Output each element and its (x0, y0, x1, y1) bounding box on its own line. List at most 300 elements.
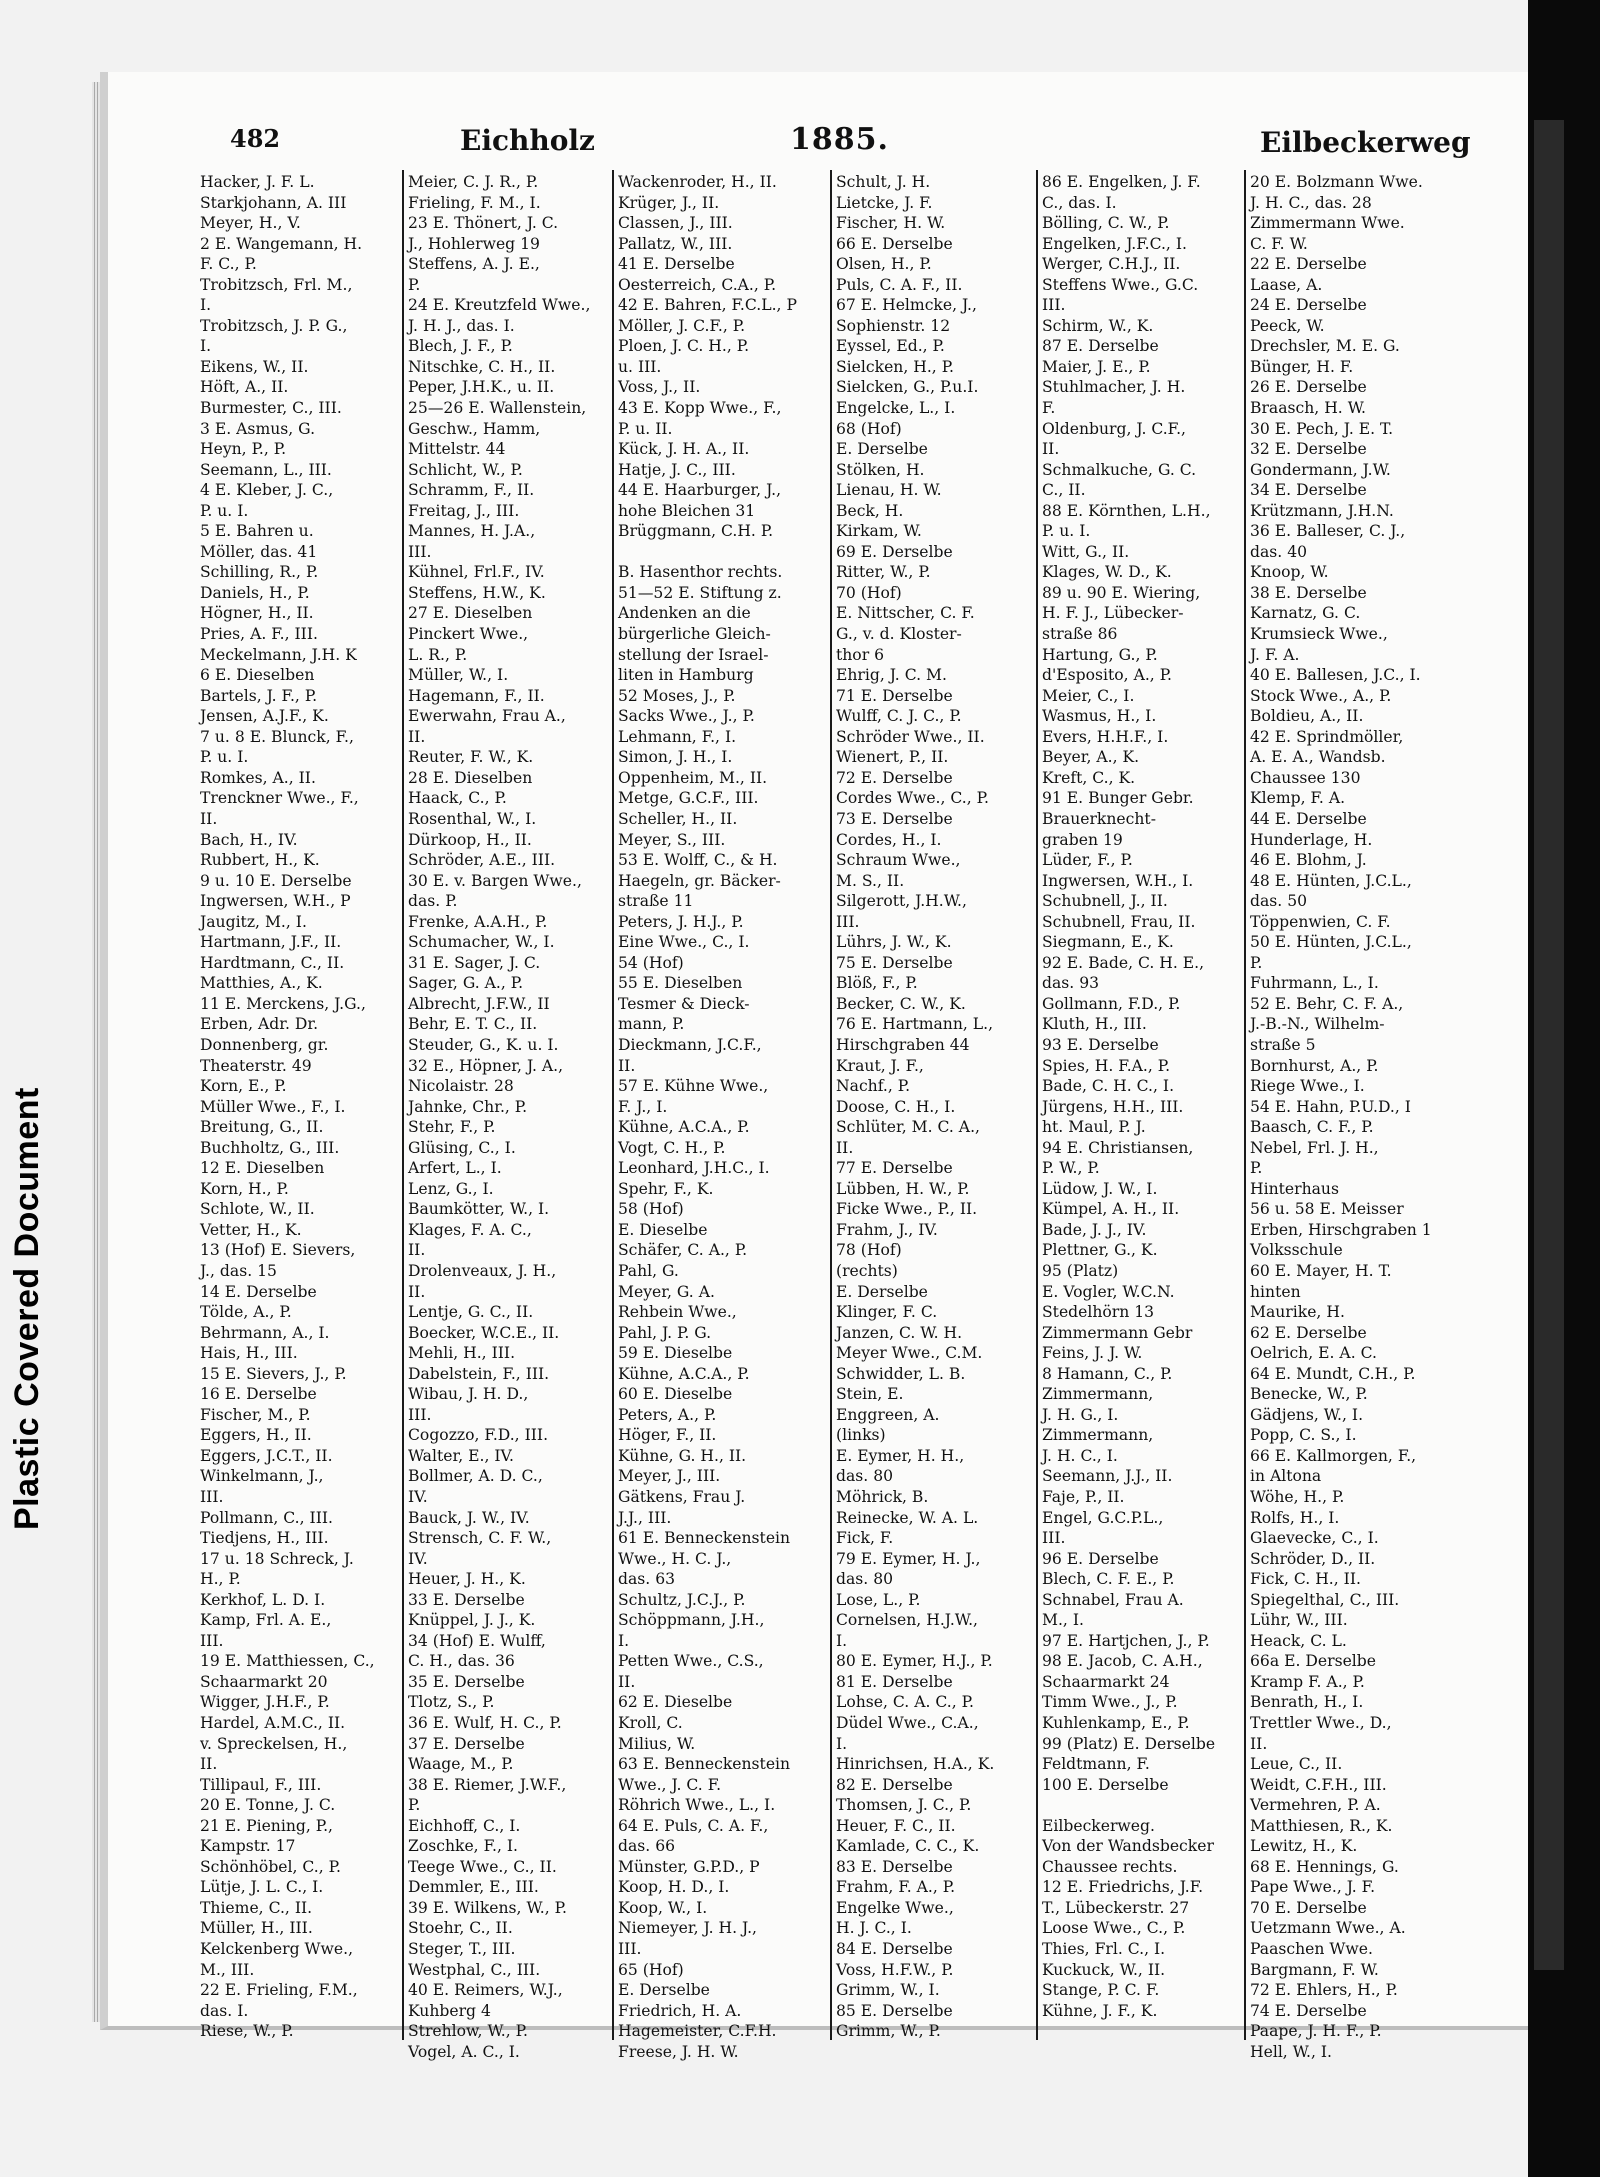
directory-entry-line: 68 E. Hennings, G. (1250, 1857, 1399, 1876)
directory-entry-line: Reuter, F. W., K. (408, 748, 534, 767)
directory-entry-line: 44 E. Haarburger, J., (618, 481, 782, 500)
directory-entry-line: graben 19 (1042, 830, 1123, 849)
directory-entry-line: Geschw., Hamm, (408, 419, 541, 438)
directory-entry-line: Ehrig, J. C. M. (836, 666, 947, 685)
directory-entry-line: Plettner, G., K. (1042, 1241, 1158, 1260)
directory-entry-line: Hartung, G., P. (1042, 645, 1158, 664)
directory-entry-line: Wackenroder, H., II. (618, 173, 777, 191)
directory-entry-line: II. (618, 1672, 636, 1691)
directory-entry-line: Lüdow, J. W., I. (1042, 1179, 1158, 1198)
directory-entry-line: III. (1042, 296, 1066, 315)
directory-entry-line: Waage, M., P. (408, 1755, 514, 1774)
directory-entry-line: Brüggmann, C.H. P. (618, 522, 774, 541)
directory-entry-line: Nebel, Frl. J. H., (1250, 1138, 1379, 1157)
directory-entry-line: Nicolaistr. 28 (408, 1077, 514, 1096)
directory-entry-line: Kroll, C. (618, 1714, 683, 1733)
directory-entry-line: Stölken, H. (836, 460, 925, 479)
directory-entry-line: 71 E. Derselbe (836, 686, 953, 705)
directory-entry-line: Puls, C. A. F., II. (836, 275, 963, 294)
directory-entry-line: J. H. G., I. (1042, 1405, 1119, 1424)
directory-entry-line: 78 (Hof) (836, 1241, 902, 1260)
directory-entry-line: Oesterreich, C.A., P. (618, 275, 777, 294)
directory-entry-line: Lehmann, F., I. (618, 727, 737, 746)
directory-entry-line: Janzen, C. W. H. (836, 1323, 963, 1342)
directory-entry-line: Krützmann, J.H.N. (1250, 501, 1394, 520)
directory-entry-line: Ingwersen, W.H., P (200, 892, 351, 911)
directory-entry-line: E. Derselbe (836, 1282, 928, 1301)
page-header (130, 118, 1570, 162)
directory-entry-line: Baasch, C. F., P. (1250, 1118, 1374, 1137)
directory-entry-line: Bauck, J. W., IV. (408, 1508, 530, 1527)
directory-entry-line: 52 Moses, J., P. (618, 686, 736, 705)
directory-entry-line: Steffens, A. J. E., (408, 255, 540, 274)
directory-entry-line: Cordes, H., I. (836, 830, 942, 849)
directory-entry-line: Vermehren, P. A. (1250, 1796, 1381, 1815)
scanner-border (1528, 0, 1600, 2177)
directory-entry-line: Ritter, W., P. (836, 563, 931, 582)
address-column-3 (618, 172, 828, 2061)
directory-entry-line: Ficke Wwe., P., II. (836, 1200, 978, 1219)
directory-entry-line: Strehlow, W., P. (408, 2022, 528, 2041)
directory-entry-line: Bollmer, A. D. C., (408, 1467, 543, 1486)
directory-entry-line: I. (836, 1631, 848, 1650)
directory-entry-line: F. J., I. (618, 1097, 668, 1116)
directory-entry-line: Töppenwien, C. F. (1250, 912, 1391, 931)
directory-entry-line: Hacker, J. F. L. (200, 173, 315, 191)
directory-entry-line: Stange, P. C. F. (1042, 1981, 1160, 2000)
directory-entry-line: Lütje, J. L. C., I. (200, 1878, 324, 1897)
directory-entry-line: Lentje, G. C., II. (408, 1303, 534, 1322)
directory-entry-line: II. (1042, 440, 1060, 459)
directory-entry-line: 73 E. Derselbe (836, 809, 953, 828)
directory-entry-line: Beck, H. (836, 501, 904, 520)
directory-entry-line: 24 E. Kreutzfeld Wwe., (408, 296, 591, 315)
directory-entry-line: Tillipaul, F., III. (200, 1775, 322, 1794)
directory-entry-line: III. (1042, 1529, 1066, 1548)
directory-entry-line: J.-B.-N., Wilhelm- (1250, 1015, 1385, 1034)
directory-entry-line: 66 E. Derselbe (836, 234, 953, 253)
directory-entry-line: C., das. I. (1042, 193, 1117, 212)
directory-entry-line: straße 86 (1042, 625, 1118, 644)
directory-entry-line: 30 E. v. Bargen Wwe., (408, 871, 582, 890)
directory-entry-line: Lose, L., P. (836, 1590, 921, 1609)
directory-entry-line: Schröder, D., II. (1250, 1549, 1376, 1568)
directory-entry-line: Spehr, F., K. (618, 1179, 714, 1198)
directory-entry-line: Donnenberg, gr. (200, 1035, 329, 1054)
directory-entry-line: P. (408, 275, 421, 294)
directory-entry-line: Kerkhof, L. D. I. (200, 1590, 326, 1609)
directory-entry-line: 93 E. Derselbe (1042, 1035, 1159, 1054)
directory-entry-line: Wwe., H. C. J., (618, 1549, 732, 1568)
directory-entry-line: Dabelstein, F., III. (408, 1364, 550, 1383)
directory-entry-line: P. u. II. (618, 419, 673, 438)
directory-entry-line: Lüder, F., P. (1042, 851, 1133, 870)
directory-entry-line: Wasmus, H., I. (1042, 707, 1157, 726)
directory-entry-line: Engel, G.C.P.L., (1042, 1508, 1164, 1527)
directory-entry-line: Boldieu, A., II. (1250, 707, 1364, 726)
directory-entry-line: Sielcken, G., P.u.I. (836, 378, 979, 397)
directory-entry-line: F. (1042, 399, 1056, 418)
directory-entry-line: mann, P. (618, 1015, 685, 1034)
address-column-6 (1250, 172, 1460, 2061)
directory-entry-line: II. (200, 1755, 218, 1774)
directory-entry-line: 95 (Platz) (1042, 1261, 1119, 1280)
directory-entry-line: Meyer, G. A. (618, 1282, 715, 1301)
directory-entry-line: Drechsler, M. E. G. (1250, 337, 1400, 356)
directory-entry-line: Hell, W., I. (1250, 2042, 1333, 2061)
directory-entry-line: Enggreen, A. (836, 1405, 940, 1424)
directory-entry-line: IV. (408, 1549, 428, 1568)
directory-entry-line: 99 (Platz) E. Derselbe (1042, 1734, 1216, 1753)
directory-entry-line: Feldtmann, F. (1042, 1755, 1150, 1774)
directory-entry-line: Glaevecke, C., I. (1250, 1529, 1379, 1548)
directory-entry-line: Breitung, G., II. (200, 1118, 324, 1137)
directory-entry-line: Kelckenberg Wwe., (200, 1940, 354, 1959)
directory-entry-line: Korn, H., P. (200, 1179, 289, 1198)
directory-entry-line: 40 E. Ballesen, J.C., I. (1250, 666, 1421, 685)
directory-entry-line: Jahnke, Chr., P. (408, 1097, 528, 1116)
directory-entry-line: Heuer, J. H., K. (408, 1570, 526, 1589)
directory-entry-line: (rechts) (836, 1261, 898, 1280)
directory-entry-line: Lienau, H. W. (836, 481, 942, 500)
directory-entry-line: Benecke, W., P. (1250, 1385, 1368, 1404)
directory-entry-line: 20 E. Tonne, J. C. (200, 1796, 336, 1815)
directory-entry-line: H. F. J., Lübecker- (1042, 604, 1184, 623)
directory-entry-line: Müller, W., I. (408, 666, 509, 685)
directory-entry-line: Hinterhaus (1250, 1179, 1339, 1198)
directory-entry-line: C. F. W. (1250, 234, 1308, 253)
directory-entry-line: M., III. (200, 1960, 255, 1979)
directory-entry-line: Heyn, P., P. (200, 440, 287, 459)
directory-entry-line: Laase, A. (1250, 275, 1323, 294)
directory-entry-line: P. u. I. (200, 501, 249, 520)
directory-entry-line: Schult, J. H. (836, 173, 931, 191)
directory-entry-line: 64 E. Mundt, C.H., P. (1250, 1364, 1416, 1383)
directory-entry-line: Silgerott, J.H.W., (836, 892, 967, 911)
directory-entry-line: Sager, G. A., P. (408, 974, 524, 993)
directory-entry-line: 8 Hamann, C., P. (1042, 1364, 1173, 1383)
directory-entry-line: 81 E. Derselbe (836, 1672, 953, 1691)
directory-entry-line: Tölde, A., P. (200, 1303, 292, 1322)
directory-entry-line: Kück, J. H. A., II. (618, 440, 750, 459)
directory-entry-line: Dieckmann, J.C.F., (618, 1035, 762, 1054)
directory-entry-line: Frahm, F. A., P. (836, 1878, 956, 1897)
directory-entry-line: Haegeln, gr. Bäcker- (618, 871, 781, 890)
directory-entry-line: Hagemeister, C.F.H. (618, 2022, 777, 2041)
directory-entry-line: Peeck, W. (1250, 316, 1325, 335)
directory-entry-line: Riese, W., P. (200, 2022, 294, 2041)
directory-entry-line: 58 (Hof) (618, 1200, 684, 1219)
directory-entry-line: Kühne, A.C.A., P. (618, 1118, 750, 1137)
directory-entry-line: Paaschen Wwe. (1250, 1940, 1373, 1959)
directory-entry-line: Schirm, W., K. (1042, 316, 1154, 335)
directory-entry-line: Frenke, A.A.H., P. (408, 912, 548, 931)
directory-entry-line: Erben, Adr. Dr. (200, 1015, 319, 1034)
directory-entry-line: Schaarmarkt 24 (1042, 1672, 1170, 1691)
directory-entry-line: Buchholtz, G., III. (200, 1138, 340, 1157)
directory-entry-line: thor 6 (836, 645, 885, 664)
directory-entry-line: Ewerwahn, Frau A., (408, 707, 566, 726)
directory-entry-line: 80 E. Eymer, H.J., P. (836, 1652, 993, 1671)
directory-entry-line: 72 E. Ehlers, H., P. (1250, 1981, 1398, 2000)
directory-entry-line: Gätkens, Frau J. (618, 1488, 746, 1506)
directory-entry-line: II. (408, 1282, 426, 1301)
directory-entry-line: Uetzmann Wwe., A. (1250, 1919, 1406, 1938)
directory-entry-line: Zimmermann Gebr (1042, 1323, 1193, 1342)
directory-entry-line: Loose Wwe., C., P. (1042, 1919, 1186, 1938)
directory-entry-line: Schubnell, Frau, II. (1042, 912, 1196, 931)
directory-entry-line: Feins, J. J. W. (1042, 1344, 1143, 1363)
directory-entry-line: F. C., P. (200, 255, 257, 274)
directory-entry-line: Behrmann, A., I. (200, 1323, 330, 1342)
directory-entry-line: Trobitzsch, Frl. M., (200, 275, 353, 294)
directory-entry-line: Kraut, J. F., (836, 1056, 924, 1075)
directory-entry-line: 94 E. Christiansen, (1042, 1138, 1194, 1157)
directory-entry-line: M. S., II. (836, 871, 905, 890)
directory-entry-line: Simon, J. H., I. (618, 748, 733, 767)
directory-entry-line: Faje, P., II. (1042, 1488, 1125, 1506)
directory-entry-line: 91 E. Bunger Gebr. (1042, 789, 1194, 808)
directory-entry-line: Arfert, L., I. (408, 1159, 502, 1178)
directory-entry-line: 70 (Hof) (836, 583, 902, 602)
directory-entry-line: Schlicht, W., P. (408, 460, 523, 479)
directory-entry-line: II. (408, 1241, 426, 1260)
directory-entry-line: Hagemann, F., II. (408, 686, 545, 705)
directory-entry-line: Demmler, E., III. (408, 1878, 539, 1897)
directory-entry-line: 54 E. Hahn, P.U.D., I (1250, 1097, 1411, 1116)
directory-entry-line: Albrecht, J.F.W., II (408, 994, 550, 1013)
directory-entry-line: 11 E. Merckens, J.G., (200, 994, 366, 1013)
directory-entry-line: Frahm, J., IV. (836, 1220, 938, 1239)
directory-entry-line: Vetter, H., K. (200, 1220, 302, 1239)
directory-entry-line: 32 E. Derselbe (1250, 440, 1367, 459)
directory-entry-line: 15 E. Sievers, J., P. (200, 1364, 347, 1383)
directory-entry-line: C., II. (1042, 481, 1086, 500)
directory-entry-line: 26 E. Derselbe (1250, 378, 1367, 397)
directory-entry-line: Jürgens, H.H., III. (1042, 1097, 1184, 1116)
directory-entry-line: Weidt, C.F.H., III. (1250, 1775, 1387, 1794)
directory-entry-line: Niemeyer, J. H. J., (618, 1919, 757, 1938)
directory-entry-line: Kluth, H., III. (1042, 1015, 1147, 1034)
directory-entry-line: Meckelmann, J.H. K (200, 645, 357, 664)
directory-entry-line: I. (618, 1631, 630, 1650)
directory-entry-line: Steger, T., III. (408, 1940, 516, 1959)
directory-entry-line: 57 E. Kühne Wwe., (618, 1077, 769, 1096)
directory-entry-line: Hatje, J. C., III. (618, 460, 736, 479)
street-heading-left: Eichholz (460, 124, 595, 157)
directory-entry-line: Schröder Wwe., II. (836, 727, 985, 746)
address-column-2 (408, 172, 618, 2061)
directory-entry-line: Pahl, J. P. G. (618, 1323, 712, 1342)
directory-entry-line: 51—52 E. Stiftung z. (618, 583, 782, 602)
directory-entry-line: Müller Wwe., F., I. (200, 1097, 346, 1116)
directory-entry-line: 12 E. Dieselben (200, 1159, 325, 1178)
directory-entry-line: Steffens, H.W., K. (408, 583, 546, 602)
directory-entry-line: Ingwersen, W.H., I. (1042, 871, 1194, 890)
directory-entry-line: Eggers, H., II. (200, 1426, 312, 1445)
directory-entry-line: Klages, W. D., K. (1042, 563, 1172, 582)
directory-entry-line: 37 E. Derselbe (408, 1734, 525, 1753)
directory-entry-line: Blech, J. F., P. (408, 337, 513, 356)
directory-entry-line: Benrath, H., I. (1250, 1693, 1364, 1712)
directory-entry-line: L. R., P. (408, 645, 468, 664)
directory-entry-line: Meier, C. J. R., P. (408, 173, 539, 191)
directory-entry-line: Koop, H. D., I. (618, 1878, 730, 1897)
directory-entry-line: Kuhberg 4 (408, 2001, 491, 2020)
directory-entry-line: Heuer, F. C., II. (836, 1816, 956, 1835)
directory-entry-line: Starkjohann, A. III (200, 193, 347, 212)
directory-entry-line: II. (836, 1138, 854, 1157)
directory-entry-line: H., P. (200, 1570, 241, 1589)
directory-entry-line: Petten Wwe., C.S., (618, 1652, 764, 1671)
directory-entry-line: Schraum Wwe., (836, 851, 961, 870)
directory-entry-line: Schilling, R., P. (200, 563, 319, 582)
directory-entry-line: II. (1250, 1734, 1268, 1753)
directory-entry-line: 9 u. 10 E. Derselbe (200, 871, 352, 890)
directory-entry-line: Stein, E. (836, 1385, 904, 1404)
directory-entry-line: Lübben, H. W., P. (836, 1179, 970, 1198)
directory-entry-line: C. H., das. 36 (408, 1652, 515, 1671)
directory-entry-line: Haack, C., P. (408, 789, 507, 808)
directory-entry-line: 88 E. Körnthen, L.H., (1042, 501, 1211, 520)
directory-entry-line: 67 E. Helmcke, J., (836, 296, 977, 315)
directory-entry-line: Möller, das. 41 (200, 542, 318, 561)
directory-entry-line: 31 E. Sager, J. C. (408, 953, 541, 972)
directory-entry-line: Rubbert, H., K. (200, 851, 320, 870)
directory-entry-line: I. (200, 296, 212, 315)
directory-entry-line: 7 u. 8 E. Blunck, F., (200, 727, 354, 746)
street-heading-right: Eilbeckerweg (1260, 126, 1471, 159)
directory-entry-line: Bünger, H. F. (1250, 357, 1354, 376)
directory-entry-line: Kampstr. 17 (200, 1837, 296, 1856)
directory-entry-line: 14 E. Derselbe (200, 1282, 317, 1301)
directory-entry-line: Mehli, H., III. (408, 1344, 516, 1363)
directory-entry-line: 60 E. Mayer, H. T. (1250, 1261, 1392, 1280)
directory-entry-line: Frieling, F. M., I. (408, 193, 541, 212)
directory-entry-line: Oldenburg, J. C.F., (1042, 419, 1186, 438)
directory-entry-line: 23 E. Thönert, J. C. (408, 214, 559, 233)
directory-entry-line: Peters, A., P. (618, 1405, 717, 1424)
directory-entry-line: Schaarmarkt 20 (200, 1672, 328, 1691)
directory-entry-line: Möhrick, B. (836, 1488, 929, 1506)
directory-entry-line: 65 (Hof) (618, 1960, 684, 1979)
directory-entry-line: III. (618, 1940, 642, 1959)
directory-entry-line: 86 E. Engelken, J. F. (1042, 173, 1201, 191)
directory-entry-line: Ploen, J. C. H., P. (618, 337, 750, 356)
directory-entry-line: Seemann, L., III. (200, 460, 332, 479)
directory-entry-line: E. Vogler, W.C.N. (1042, 1282, 1175, 1301)
directory-entry-line: 30 E. Pech, J. E. T. (1250, 419, 1394, 438)
directory-entry-line: Lohse, C. A. C., P. (836, 1693, 974, 1712)
directory-entry-line: Kuckuck, W., II. (1042, 1960, 1166, 1979)
directory-entry-line: Westphal, C., III. (408, 1960, 541, 1979)
directory-entry-line: Chaussee 130 (1250, 768, 1361, 787)
directory-entry-line: Rolfs, H., I. (1250, 1508, 1340, 1527)
directory-entry-line: bürgerliche Gleich- (618, 625, 771, 644)
directory-entry-line: Werger, C.H.J., II. (1042, 255, 1181, 274)
directory-entry-line: Pollmann, C., III. (200, 1508, 333, 1527)
directory-entry-line: straße 11 (618, 892, 694, 911)
directory-entry-line: 85 E. Derselbe (836, 2001, 953, 2020)
directory-entry-line: 27 E. Dieselben (408, 604, 533, 623)
directory-entry-line: Höft, A., II. (200, 378, 289, 397)
directory-entry-line: in Altona (1250, 1467, 1322, 1486)
directory-entry-line: E. Nittscher, C. F. (836, 604, 975, 623)
directory-entry-line: Matthies, A., K. (200, 974, 323, 993)
directory-entry-line: 40 E. Reimers, W.J., (408, 1981, 563, 2000)
directory-entry-line: Schröder, A.E., III. (408, 851, 556, 870)
directory-entry-line: Fick, F. (836, 1529, 894, 1548)
directory-entry-line: Oelrich, E. A. C. (1250, 1344, 1377, 1363)
directory-entry-line: 28 E. Dieselben (408, 768, 533, 787)
directory-entry-line: Mannes, H. J.A., (408, 522, 536, 541)
directory-entry-line: 34 E. Derselbe (1250, 481, 1367, 500)
directory-entry-line: 89 u. 90 E. Wiering, (1042, 583, 1201, 602)
directory-entry-line: Schubnell, J., II. (1042, 892, 1168, 911)
directory-entry-line: 19 E. Matthiessen, C., (200, 1652, 375, 1671)
directory-entry-line: 100 E. Derselbe (1042, 1775, 1169, 1794)
directory-entry-line: Zimmermann, (1042, 1385, 1154, 1404)
directory-entry-line: 17 u. 18 Schreck, J. (200, 1549, 354, 1568)
directory-entry-line: Fischer, H. W. (836, 214, 946, 233)
directory-entry-line: Hartmann, J.F., II. (200, 933, 342, 952)
directory-entry-line: stellung der Israel- (618, 645, 769, 664)
directory-entry-line: Bach, H., IV. (200, 830, 298, 849)
directory-entry-line: Steffens Wwe., G.C. (1042, 275, 1199, 294)
directory-entry-line: Eggers, J.C.T., II. (200, 1446, 333, 1465)
page-number: 482 (230, 124, 281, 153)
directory-entry-line: Kramp F. A., P. (1250, 1672, 1365, 1691)
directory-entry-line: 6 E. Dieselben (200, 666, 315, 685)
directory-entry-line: Popp, C. S., I. (1250, 1426, 1357, 1445)
directory-entry-line: P. (1250, 1159, 1263, 1178)
directory-entry-line: II. (408, 727, 426, 746)
directory-entry-line: P. u. I. (200, 748, 249, 767)
directory-entry-line: Düdel Wwe., C.A., (836, 1714, 979, 1733)
directory-entry-line: Eikens, W., II. (200, 357, 309, 376)
directory-entry-line: Eichhoff, C., I. (408, 1816, 521, 1835)
directory-entry-line: Blöß, F., P. (836, 974, 918, 993)
directory-entry-line: Meyer Wwe., C.M. (836, 1344, 983, 1363)
directory-entry-line: Schlote, W., II. (200, 1200, 315, 1219)
directory-entry-line: Trobitzsch, J. P. G., (200, 316, 348, 335)
directory-entry-line: Hirschgraben 44 (836, 1035, 970, 1054)
column-divider (830, 170, 832, 2040)
directory-entry-line: Wwe., J. C. F. (618, 1775, 722, 1794)
directory-entry-line: Brauerknecht- (1042, 809, 1156, 828)
directory-entry-line: J. F. A. (1250, 645, 1300, 664)
directory-entry-line (1042, 1795, 1252, 1816)
directory-entry-line: Fischer, M., P. (200, 1405, 311, 1424)
directory-entry-line: 44 E. Derselbe (1250, 809, 1367, 828)
directory-entry-line: Volksschule (1250, 1241, 1343, 1260)
directory-entry-line: Steuder, G., K. u. I. (408, 1035, 559, 1054)
directory-entry-line: Voss, J., II. (618, 378, 701, 397)
directory-entry-line: Koop, W., I. (618, 1898, 708, 1917)
directory-entry-line: Daniels, H., P. (200, 583, 310, 602)
directory-entry-line: Reinecke, W. A. L. (836, 1508, 979, 1527)
directory-entry-line: Baumkötter, W., I. (408, 1200, 550, 1219)
directory-entry-line: E. Eymer, H. H., (836, 1446, 965, 1465)
directory-entry-line: 24 E. Derselbe (1250, 296, 1367, 315)
directory-entry-line: Münster, G.P.D., P (618, 1857, 760, 1876)
directory-entry-line: J. H. C., das. 28 (1250, 193, 1372, 212)
directory-entry-line: Nachf., P. (836, 1077, 911, 1096)
directory-entry-line: Meyer, S., III. (618, 830, 726, 849)
directory-entry-line: P. (1250, 953, 1263, 972)
directory-entry-line: Metge, G.C.F., III. (618, 789, 759, 808)
directory-entry-line: 12 E. Friedrichs, J.F. (1042, 1878, 1204, 1897)
